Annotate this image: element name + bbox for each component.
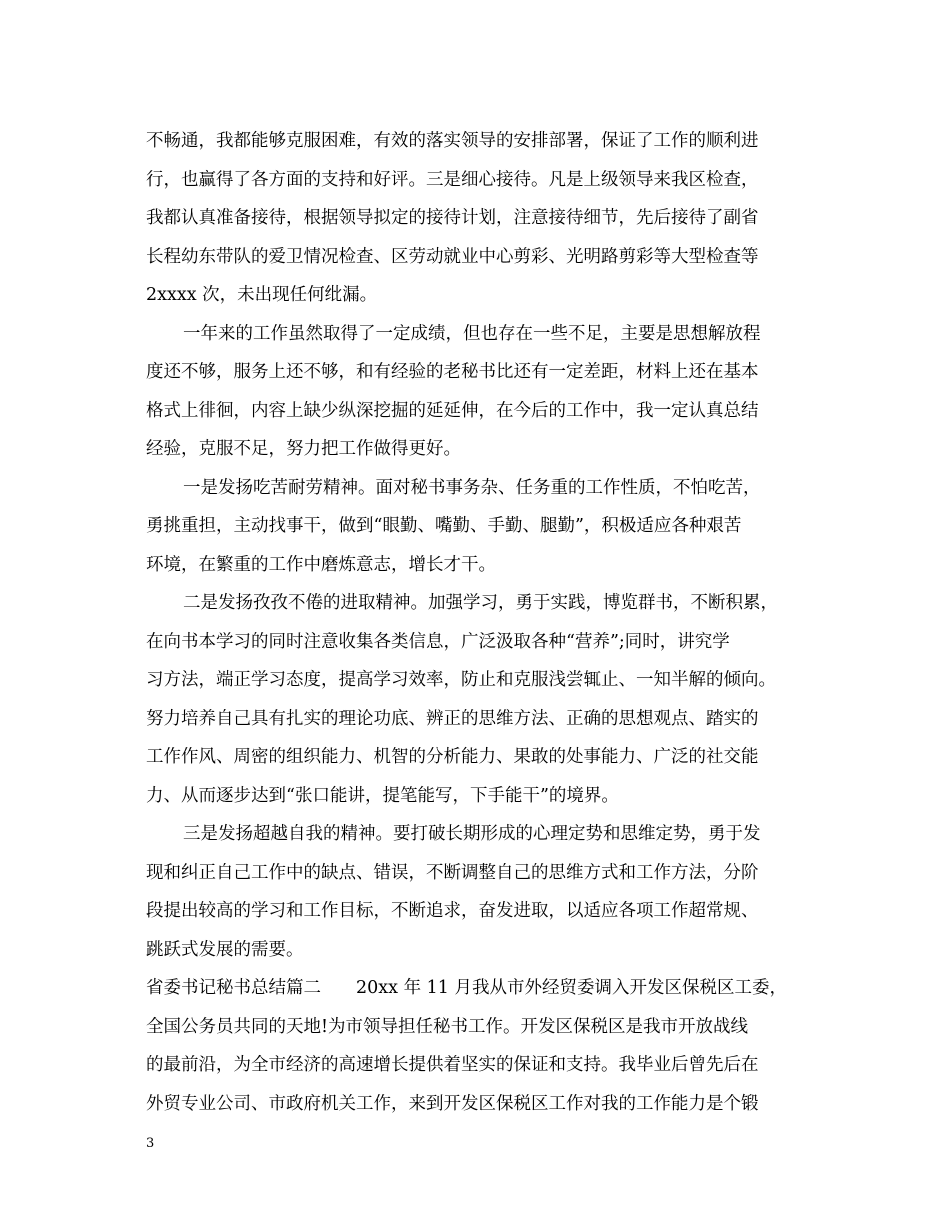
text-line: 外贸专业公司、市政府机关工作，来到开发区保税区工作对我的工作能力是个锻 [146, 1093, 759, 1114]
text-line: 现和纠正自己工作中的缺点、错误，不断调整自己的思维方式和工作方法，分阶 [146, 862, 759, 883]
document-body [146, 122, 806, 1123]
text-line: 行，也赢得了各方面的支持和好评。三是细心接待。凡是上级领导来我区检查， [146, 169, 759, 190]
paragraph-first-line: 二是发扬孜孜不倦的进取精神。加强学习，勇于实践，博览群书，不断积累， [183, 593, 778, 613]
text-line: 经验，克服不足，努力把工作做得更好。 [146, 439, 461, 459]
text-line: 习方法，端正学习态度，提高学习效率，防止和克服浅尝辄止、一知半解的倾向。 [146, 670, 776, 690]
text-line: 勇挑重担，主动找事干，做到“眼勤、嘴勤、手勤、腿勤”，积极适应各种艰苦 [146, 516, 742, 536]
page-number: 3 [146, 1136, 155, 1151]
text-line: 格式上徘徊，内容上缺少纵深挖掘的延延伸，在今后的工作中，我一定认真总结 [146, 400, 759, 421]
text-line: 跳跃式发展的需要。 [146, 939, 304, 960]
paragraph-first-line: 一年来的工作虽然取得了一定成绩，但也存在一些不足，主要是思想解放程 [183, 323, 761, 344]
text-line: 度还不够，服务上还不够，和有经验的老秘书比还有一定差距，材料上还在基本 [146, 362, 759, 382]
text-line: 不畅通，我都能够克服困难，有效的落实领导的安排部署，保证了工作的顺利进 [146, 131, 759, 151]
paragraph-first-line: 三是发扬超越自我的精神。要打破长期形成的心理定势和思维定势，勇于发 [183, 824, 761, 844]
text-line: 长程幼东带队的爱卫情况检查、区劳动就业中心剪彩、光明路剪彩等大型检查等 [146, 246, 759, 267]
text-line: 力、从而逐步达到“张口能讲，提笔能写，下手能干”的境界。 [146, 785, 619, 806]
text-line: 工作作风、周密的组织能力、机智的分析能力、果敢的处事能力、广泛的社交能 [146, 747, 759, 767]
text-line: 环境，在繁重的工作中磨炼意志，增长才干。 [146, 554, 496, 575]
paragraph-first-line: 一是发扬吃苦耐劳精神。面对秘书事务杂、任务重的工作性质，不怕吃苦， [183, 477, 761, 498]
text-line: 我都认真准备接待，根据领导拟定的接待计划，注意接待细节，先后接待了副省 [146, 208, 759, 228]
text-line: 段提出较高的学习和工作目标，不断追求，奋发进取，以适应各项工作超常规、 [146, 901, 759, 921]
text-line: 努力培养自己具有扎实的理论功底、辨正的思维方法、正确的思想观点、踏实的 [146, 708, 759, 729]
text-line: 全国公务员共同的天地!为市领导担任秘书工作。开发区保税区是我市开放战线 [146, 1016, 749, 1037]
text-line: 2xxxx 次，未出现任何纰漏。 [146, 285, 378, 305]
text-line: 的最前沿，为全市经济的高速增长提供着坚实的保证和支持。我毕业后曾先后在 [146, 1055, 759, 1075]
text-line: 在向书本学习的同时注意收集各类信息，广泛汲取各种“营养”;同时，讲究学 [146, 631, 730, 652]
section-heading-line: 省委书记秘书总结篇二 20xx 年 11 月我从市外经贸委调入开发区保税区工委， [146, 978, 787, 998]
